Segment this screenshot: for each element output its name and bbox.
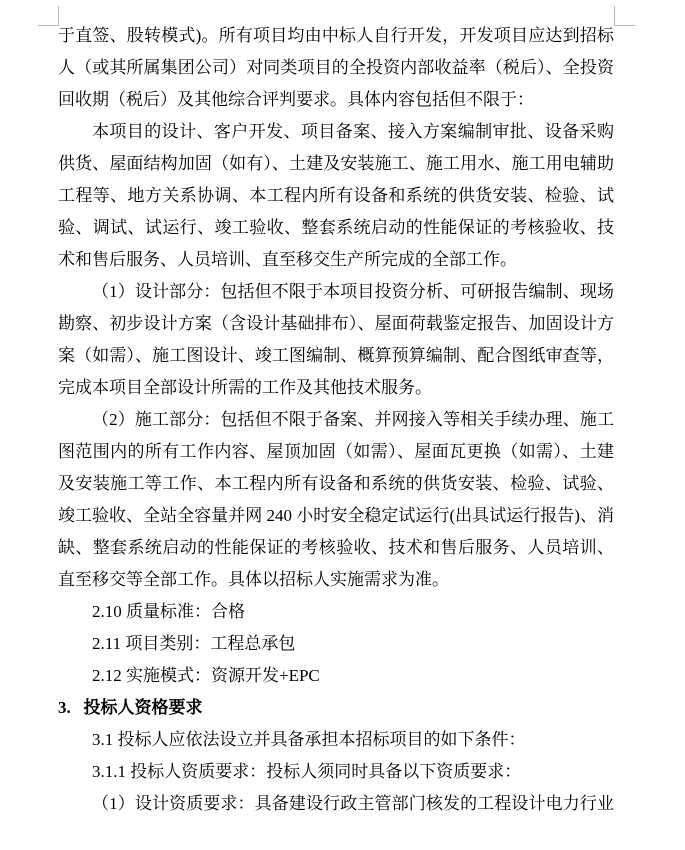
item-bidder-qualification-requirements: 3.1.1 投标人资质要求：投标人须同时具备以下资质要求： (92, 762, 522, 781)
section-title: 投标人资格要求 (83, 698, 203, 717)
document-body (58, 20, 614, 820)
item-implementation-mode: 2.12 实施模式：资源开发+EPC (92, 666, 320, 685)
section-heading-bidder-qualifications (58, 692, 614, 724)
text-boundary-mark-top-left (38, 6, 59, 26)
item-quality-standard: 2.10 质量标准：合格 (92, 602, 245, 621)
paragraph-continuation: 于直签、股转模式)。所有项目均由中标人自行开发，开发项目应达到招标人（或其所属集团公司）对同类项目的全投资内部收益率（税后）、全投资回收期（税后）及其他综合评判要求。具体内容包括但不限于： (58, 26, 614, 109)
item-bidder-conditions: 3.1 投标人应依法设立并具备承担本招标项目的如下条件： (92, 730, 526, 749)
paragraph-scope-overview: 本项目的设计、客户开发、项目备案、接入方案编制审批、设备采购供货、屋面结构加固（如有）、土建及安装施工、施工用水、施工用电辅助工程等、地方关系协调、本工程内所有设备和系统的供货安装、检验、试验、调试、试运行、竣工验收、整套系统启动的性能保证的考核验收、技术和售后服务、人员培训、直至移交生产所完成的全部工作。 (58, 122, 614, 269)
paragraph-design-part: （1）设计部分：包括但不限于本项目投资分析、可研报告编制、现场勘察、初步设计方案（含设计基础排布）、屋面荷载鉴定报告、加固设计方案（如需）、施工图设计、竣工图编制、概算预算编制、配合图纸审查等，完成本项目全部设计所需的工作及其他技术服务。 (58, 282, 614, 397)
paragraph-design-qualification: （1）设计资质要求：具备建设行政主管部门核发的工程设计电力行业 (92, 794, 614, 813)
item-project-category: 2.11 项目类别：工程总承包 (92, 634, 296, 653)
text-boundary-mark-top-right (614, 6, 635, 26)
section-number: 3. (58, 698, 71, 717)
paragraph-construction-part: （2）施工部分：包括但不限于备案、并网接入等相关手续办理、施工图范围内的所有工作内容、屋顶加固（如需）、屋面瓦更换（如需）、土建及安装施工等工作、本工程内所有设备和系统的供货安装、检验、试验、竣工验收、全站全容量并网 240 小时安全稳定试运行(出具试运行报告)、消缺、整套系统启动的性能保证的考核验收、技术和售后服务、人员培训、直至移交等全部工作。具体以招标人实施需求为准。 (58, 410, 614, 589)
